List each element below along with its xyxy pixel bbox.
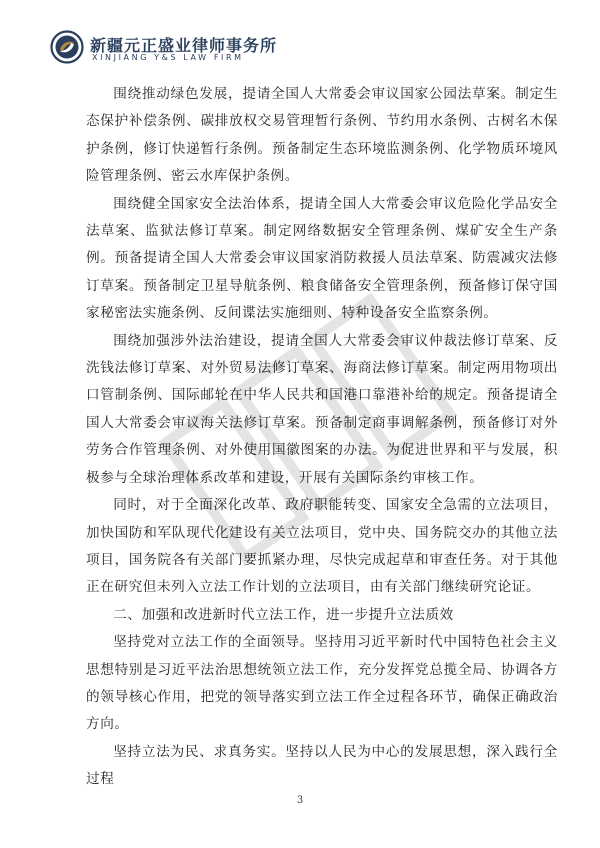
paragraph: 同时，对于全面深化改革、政府职能转变、国家安全急需的立法项目，加快国防和军队现代化建设有关立法项目，党中央、国务院交办的其他立法项目，国务院各有关部门要抓紧办理，尽快完成起草和审查任务。对于其他正在研究但未列入立法工作计划的立法项目，由有关部门继续研究论证。 [86,497,558,596]
paragraph: 坚持党对立法工作的全面领导。坚持用习近平新时代中国特色社会主义思想特别是习近平法治思想统领立法工作，充分发挥党总揽全局、协调各方的领导核心作用，把党的领导落实到立法工作全过程各环节，确保正确政治方向。 [86,634,558,733]
paragraph: 围绕健全国家安全法治体系，提请全国人大常委会审议危险化学品安全法草案、监狱法修订草案。制定网络数据安全管理条例、煤矿安全生产条例。预备提请全国人大常委会审议国家消防救援人员法草案、防震减灾法修订草案。预备制定卫星导航条例、粮食储备安全管理条例，预备修订保守国家秘密法实施条例、反间谍法实施细则、特种设备安全监察条例。 [86,195,558,322]
paragraph: 围绕推动绿色发展，提请全国人大常委会审议国家公园法草案。制定生态保护补偿条例、碳排放权交易管理暂行条例、节约用水条例、古树名木保护条例，修订快递暂行条例。预备制定生态环境监测条例、化学物质环境风险管理条例、密云水库保护条例。 [86,86,558,185]
firm-name-english: XINJIANG Y&S LAW FIRM [92,53,244,62]
firm-name: 新疆元正盛业律师事务所 [90,36,278,55]
paragraph: 坚持立法为民、求真务实。坚持以人民为中心的发展思想，深入践行全过程 [86,743,558,788]
paragraph: 围绕加强涉外法治建设，提请全国人大常委会审议仲裁法修订草案、反洗钱法修订草案、对外贸易法修订草案、海商法修订草案。制定两用物项出口管制条例、国际邮轮在中华人民共和国港口靠港补给的规定。预备提请全国人大常委会审议海关法修订草案。预备制定商事调解条例，预备修订对外劳务合作管理条例、对外使用国徽图案的办法。为促进世界和平与发展，积极参与全球治理体系改革和建设，开展有关国际条约审核工作。 [86,332,558,486]
section-heading: 二、加强和改进新时代立法工作，进一步提升立法质效 [113,606,454,623]
page-number: 3 [296,795,304,806]
document-body [86,81,558,794]
letterhead [50,30,550,70]
firm-logo-icon [50,30,84,64]
